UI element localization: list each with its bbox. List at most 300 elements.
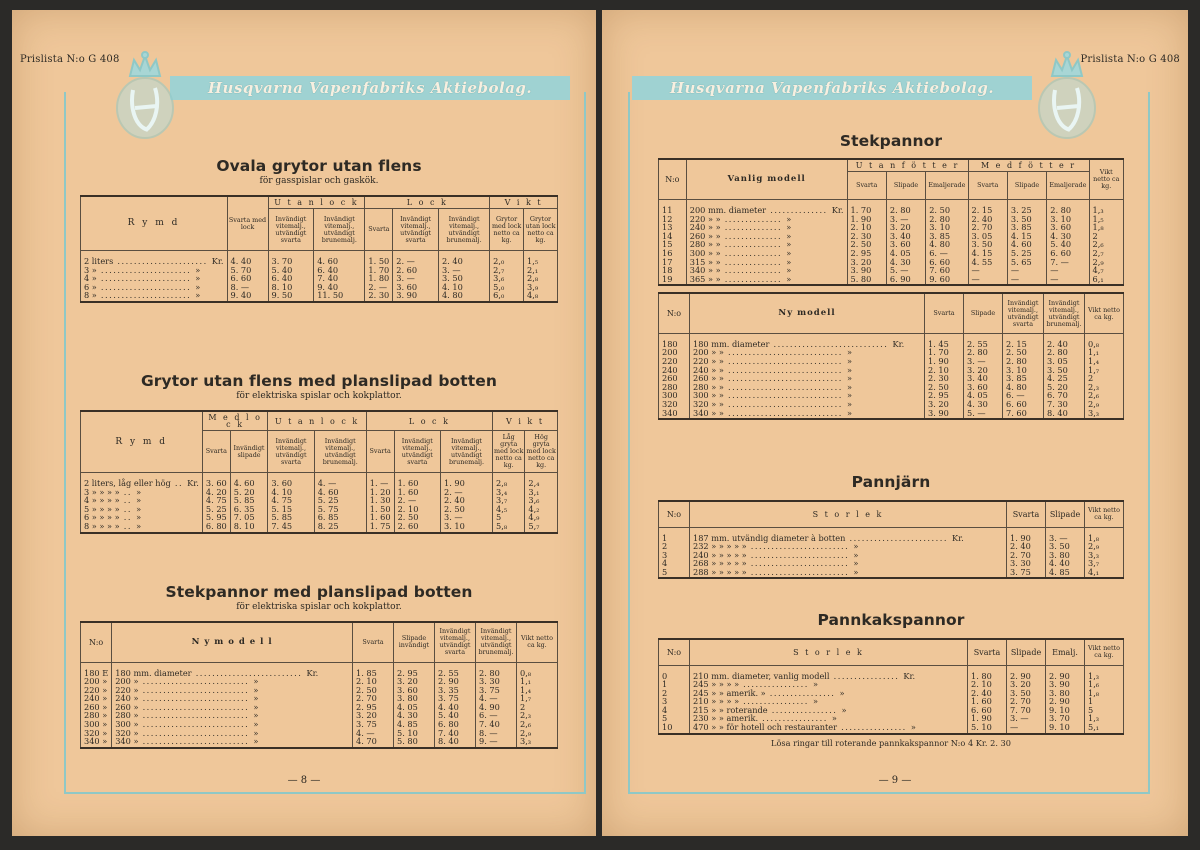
dot-leader: ................ bbox=[765, 687, 840, 698]
currency-mark: » bbox=[195, 273, 201, 284]
price-cell: 1. 90 bbox=[1007, 527, 1046, 542]
price-cell: 3. 20 bbox=[925, 400, 964, 409]
row-label-text: 365 » » bbox=[689, 273, 721, 284]
currency-mark: Kr. bbox=[187, 478, 199, 488]
price-cell: 1. 70 bbox=[847, 200, 886, 215]
row-number: 5 bbox=[659, 714, 690, 723]
row-label-text: 2 liters bbox=[84, 256, 114, 266]
price-cell: 9. 40 bbox=[227, 291, 268, 302]
price-cell: 2,₈ bbox=[524, 274, 558, 283]
row-number: 3 bbox=[659, 697, 690, 706]
col-header: Emaljerade bbox=[1047, 172, 1089, 200]
col-header: Invändigt vitemalj., utvändigt svarta bbox=[435, 622, 476, 662]
price-cell: 8. 40 bbox=[1044, 409, 1085, 420]
row-label-text: 340 » » bbox=[693, 407, 724, 418]
dot-leader: ........................ bbox=[845, 532, 953, 543]
price-cell: 4. 25 bbox=[1044, 374, 1085, 383]
row-label-text: 180 mm. diameter bbox=[115, 667, 192, 678]
price-cell: 2. 50 bbox=[1003, 348, 1044, 357]
price-cell: 3. 85 bbox=[1003, 374, 1044, 383]
table-row bbox=[81, 473, 558, 488]
price-cell: 3. 80 bbox=[1046, 689, 1085, 698]
price-cell: 4. 05 bbox=[964, 391, 1003, 400]
col-header: Låg gryta med lock netto ca kg. bbox=[493, 431, 525, 473]
doc-reference: Prislista N:o G 408 bbox=[20, 54, 120, 65]
table-row bbox=[659, 275, 1124, 286]
dot-leader: ...................... bbox=[96, 264, 196, 275]
currency-mark: » bbox=[846, 399, 852, 409]
row-number: 12 bbox=[659, 215, 687, 224]
currency-mark: » bbox=[786, 273, 792, 284]
currency-mark: » bbox=[136, 512, 142, 523]
currency-mark: Kr. bbox=[892, 338, 905, 349]
price-cell: — bbox=[1007, 723, 1046, 734]
price-cell: 2. 10 bbox=[353, 677, 394, 686]
row-label-text: 210 » » » » bbox=[693, 696, 740, 707]
right-page bbox=[602, 10, 1188, 836]
price-cell: 1,₃ bbox=[1085, 665, 1124, 680]
price-cell: 5. 10 bbox=[394, 729, 435, 738]
currency-mark: » bbox=[195, 264, 201, 275]
dot-leader: .............. bbox=[720, 273, 787, 284]
col-header: Svarta bbox=[366, 431, 394, 473]
col-no: N:o bbox=[659, 639, 690, 665]
row-label-text: 340 » bbox=[115, 736, 139, 747]
price-cell: 3. 75 bbox=[476, 686, 517, 695]
price-cell: 4. 30 bbox=[964, 400, 1003, 409]
price-cell: 1. 90 bbox=[968, 714, 1007, 723]
price-cell: 3,₆ bbox=[490, 274, 524, 283]
price-cell: 4,₁ bbox=[1085, 568, 1124, 579]
section-subtitle: för elektriska spislar och kokplattor. bbox=[236, 602, 402, 612]
price-cell: 6. 60 bbox=[968, 706, 1007, 715]
price-cell: 3. 10 bbox=[1003, 366, 1044, 375]
price-cell: 5,₇ bbox=[525, 522, 558, 533]
price-cell: 4. 40 bbox=[227, 251, 268, 266]
price-cell: 1,₅ bbox=[524, 251, 558, 266]
section-title: Pannkakspannor bbox=[817, 611, 965, 629]
col-no: N:o bbox=[659, 501, 690, 527]
price-cell: 3. 85 bbox=[926, 232, 968, 241]
row-label-text: 240 » » » » » bbox=[693, 549, 747, 560]
dot-leader: ................ bbox=[829, 670, 904, 681]
price-cell: 2,₉ bbox=[1085, 542, 1124, 551]
row-number: 11 bbox=[659, 200, 687, 215]
col-header: Vikt netto ca kg. bbox=[1085, 639, 1124, 665]
price-cell: 4. 05 bbox=[886, 249, 925, 258]
price-cell: 3. 60 bbox=[886, 240, 925, 249]
price-cell: 7. 40 bbox=[314, 274, 365, 283]
row-label-text: 280 » » bbox=[693, 381, 724, 392]
col-header: Hög gryta med lock netto ca kg. bbox=[525, 431, 558, 473]
price-cell: 5. 70 bbox=[227, 266, 268, 275]
price-cell: 2,₉ bbox=[1085, 400, 1124, 409]
price-cell: 2. — bbox=[393, 251, 439, 266]
row-label-text: 8 » » » » bbox=[84, 520, 120, 531]
price-cell: 4. 20 bbox=[202, 488, 230, 497]
currency-mark: » bbox=[853, 549, 859, 560]
dot-leader: .............. bbox=[766, 205, 832, 215]
currency-mark: » bbox=[253, 701, 259, 712]
price-cell: 3. 20 bbox=[847, 258, 886, 267]
row-label-text: 180 mm. diameter bbox=[693, 338, 770, 349]
dot-leader: .............. bbox=[720, 239, 787, 250]
planslipad-table bbox=[80, 410, 558, 534]
row-number: 180 E bbox=[81, 662, 112, 677]
currency-mark: » bbox=[786, 247, 792, 258]
row-label-text: 268 » » » » » bbox=[693, 558, 747, 569]
col-header: Invändigt vitemalj., utvändigt svarta bbox=[394, 431, 440, 473]
price-cell: — bbox=[1047, 275, 1089, 286]
price-cell: 3. 10 bbox=[1047, 215, 1089, 224]
col-header: Svarta bbox=[1007, 501, 1046, 527]
col-no: N:o bbox=[659, 293, 690, 333]
row-label-text: 320 » » bbox=[693, 399, 724, 409]
price-cell: 1. 70 bbox=[925, 348, 964, 357]
price-cell: 3. — bbox=[964, 357, 1003, 366]
table-row bbox=[81, 291, 558, 302]
dot-leader: .......................... bbox=[138, 676, 254, 687]
currency-mark: » bbox=[195, 281, 201, 292]
price-cell: 4. — bbox=[353, 729, 394, 738]
col-header: Vikt netto ca kg. bbox=[1085, 501, 1124, 527]
price-cell: 3. 50 bbox=[1007, 689, 1046, 698]
section-subtitle: för gasspislar och gaskök. bbox=[259, 176, 379, 186]
price-cell: 2,₆ bbox=[1089, 240, 1123, 249]
price-cell: 6. 60 bbox=[227, 274, 268, 283]
dot-leader: .......................... bbox=[191, 667, 307, 678]
price-cell: 4. 90 bbox=[476, 703, 517, 712]
col-header: Invändigt vitemalj., utvändigt svarta bbox=[268, 209, 314, 251]
price-cell: 2. 80 bbox=[926, 215, 968, 224]
price-cell: 5. 15 bbox=[268, 505, 314, 514]
currency-mark: » bbox=[136, 495, 142, 506]
dot-leader: ........................ bbox=[746, 541, 854, 552]
dot-leader: ........................ bbox=[746, 566, 854, 577]
row-label-text: 3 » » » » bbox=[84, 486, 120, 497]
price-cell: 2. 70 bbox=[1007, 697, 1046, 706]
dot-leader: .. bbox=[119, 495, 137, 506]
price-cell: 2. — bbox=[441, 488, 493, 497]
col-header: Svarta med lock bbox=[227, 196, 268, 251]
price-cell: 4. 10 bbox=[268, 488, 314, 497]
dot-leader: .. bbox=[119, 503, 137, 514]
col-header: Slipade bbox=[964, 293, 1003, 333]
price-cell: 3. 90 bbox=[1046, 680, 1085, 689]
price-cell: 1 bbox=[1085, 697, 1124, 706]
price-cell: 9. 10 bbox=[1046, 723, 1085, 734]
price-cell: 4. 80 bbox=[438, 291, 489, 302]
price-cell: 2,₃ bbox=[517, 711, 558, 720]
dot-leader: .......................... bbox=[138, 701, 254, 712]
row-number: 2 bbox=[659, 689, 690, 698]
price-cell: 3. — bbox=[1046, 527, 1085, 542]
price-cell: 2. 50 bbox=[847, 240, 886, 249]
price-cell: 1. 80 bbox=[968, 665, 1007, 680]
row-label-text: 5 » » » » bbox=[84, 503, 120, 514]
price-cell: 2. 70 bbox=[1007, 551, 1046, 560]
col-header: Svarta bbox=[365, 209, 393, 251]
price-cell: 2. 95 bbox=[353, 703, 394, 712]
price-cell: 4. 40 bbox=[435, 703, 476, 712]
price-cell: 5,₈ bbox=[493, 522, 525, 533]
price-cell: 2. 40 bbox=[441, 496, 493, 505]
dot-leader: .............. bbox=[720, 265, 787, 276]
row-label-text: 300 » » bbox=[693, 390, 724, 401]
row-label-text: 315 » » bbox=[689, 256, 721, 267]
dot-leader: ................ bbox=[767, 704, 842, 715]
col-header: Invändigt vitemalj., utvändigt brunemalj. bbox=[314, 209, 365, 251]
currency-mark: » bbox=[786, 239, 792, 250]
price-cell: 5. 85 bbox=[268, 513, 314, 522]
row-label-text: 260 » » bbox=[689, 230, 721, 241]
dot-leader: ...................... bbox=[96, 281, 196, 292]
price-cell: 1,₁ bbox=[517, 677, 558, 686]
price-cell: 2. 60 bbox=[393, 266, 439, 275]
col-header: Invändigt vitemalj., utvändigt svarta bbox=[1003, 293, 1044, 333]
price-cell: 4. 40 bbox=[1046, 559, 1085, 568]
col-header: Svarta bbox=[353, 622, 394, 662]
price-cell: 2. 90 bbox=[435, 677, 476, 686]
price-cell: 3. 25 bbox=[1007, 200, 1046, 215]
footnote: Lösa ringar till roterande pannkakspannor N:o 4 Kr. 2. 30 bbox=[771, 737, 1011, 748]
row-label-text: 210 mm. diameter, vanlig modell bbox=[693, 670, 830, 681]
row-number: 15 bbox=[659, 240, 687, 249]
planslipad-section bbox=[80, 372, 558, 534]
price-cell: 4. — bbox=[314, 473, 366, 488]
col-header: Slipade invändigt bbox=[394, 622, 435, 662]
col-no: N:o bbox=[81, 622, 112, 662]
col-storlek: S t o r l e k bbox=[690, 501, 1007, 527]
dot-leader: .............. bbox=[720, 256, 787, 267]
price-cell: 5. 20 bbox=[1044, 383, 1085, 392]
price-cell: 6. 60 bbox=[926, 258, 968, 267]
row-label-text: 230 » » amerik. bbox=[693, 713, 759, 724]
col-rymd: R y m d bbox=[81, 196, 228, 251]
company-banner: Husqvarna Vapenfabriks Aktiebolag. bbox=[170, 76, 570, 100]
currency-mark: » bbox=[831, 713, 837, 724]
price-cell: 1. 90 bbox=[441, 473, 493, 488]
table-row bbox=[659, 527, 1124, 542]
price-cell: 3. 20 bbox=[394, 677, 435, 686]
price-cell: 0,₈ bbox=[517, 662, 558, 677]
price-cell: 1,₈ bbox=[1085, 689, 1124, 698]
price-cell: 4. 10 bbox=[438, 283, 489, 292]
stekpannor-section bbox=[658, 132, 1124, 420]
dot-leader: ...................... bbox=[113, 256, 212, 266]
currency-mark: » bbox=[195, 290, 201, 301]
price-cell: 3. 75 bbox=[353, 720, 394, 729]
row-number: 10 bbox=[659, 723, 690, 734]
price-cell: — bbox=[968, 266, 1007, 275]
price-cell: 3. 50 bbox=[968, 240, 1007, 249]
price-cell: 7. 40 bbox=[476, 720, 517, 729]
dot-leader: ............................ bbox=[723, 373, 847, 384]
price-cell: 7. 40 bbox=[435, 729, 476, 738]
price-cell: 1,₅ bbox=[1089, 215, 1123, 224]
price-cell: 2. 80 bbox=[886, 200, 925, 215]
price-cell: 11. 50 bbox=[314, 291, 365, 302]
row-label-text: 320 » bbox=[115, 727, 139, 738]
price-cell: 2. 15 bbox=[968, 200, 1007, 215]
row-label-text: 6 » bbox=[84, 281, 97, 292]
row-number: 280 bbox=[659, 383, 690, 392]
dot-leader: ................ bbox=[758, 713, 832, 724]
price-cell: 6. — bbox=[1003, 391, 1044, 400]
currency-mark: » bbox=[812, 696, 818, 707]
page-number: — 8 — bbox=[287, 775, 321, 786]
currency-mark: » bbox=[853, 566, 859, 577]
row-label bbox=[81, 473, 203, 488]
price-cell: 4. 85 bbox=[1046, 568, 1085, 579]
row-label-text: 280 » » bbox=[689, 239, 721, 250]
price-cell: 6,₀ bbox=[490, 291, 524, 302]
price-cell: 3. 40 bbox=[964, 374, 1003, 383]
left-page bbox=[12, 10, 596, 836]
price-cell: 3. 40 bbox=[886, 232, 925, 241]
dot-leader: ............................ bbox=[723, 347, 847, 358]
price-cell: 3. 70 bbox=[268, 251, 314, 266]
price-cell: 1. — bbox=[366, 473, 394, 488]
currency-mark: » bbox=[253, 727, 259, 738]
row-number: 220 bbox=[659, 357, 690, 366]
col-header: Svarta bbox=[925, 293, 964, 333]
dot-leader: .. bbox=[119, 512, 137, 523]
doc-reference: Prislista N:o G 408 bbox=[1080, 54, 1180, 65]
price-cell: 3,₃ bbox=[517, 737, 558, 748]
row-number: 16 bbox=[659, 249, 687, 258]
dot-leader: ............................ bbox=[723, 390, 847, 401]
row-label-text: 288 » » » » » bbox=[693, 566, 747, 577]
group-vikt: V i k t bbox=[490, 196, 558, 209]
price-cell: 5,₁ bbox=[1085, 723, 1124, 734]
row-number: 1 bbox=[659, 527, 690, 542]
col-model: Vanlig modell bbox=[686, 159, 847, 200]
row-label-text: 280 » bbox=[115, 710, 139, 721]
price-cell: 7. 45 bbox=[268, 522, 314, 533]
row-label bbox=[690, 568, 1007, 579]
col-header: Svarta bbox=[968, 639, 1007, 665]
price-cell: 3. 60 bbox=[964, 383, 1003, 392]
dot-leader: ........................ bbox=[746, 558, 854, 569]
price-cell: 1,₈ bbox=[1089, 223, 1123, 232]
price-cell: 1,₄ bbox=[1085, 357, 1124, 366]
price-cell: 1. 90 bbox=[925, 357, 964, 366]
table-row bbox=[659, 333, 1124, 348]
price-cell: 1,₇ bbox=[1085, 366, 1124, 375]
table-row bbox=[659, 665, 1124, 680]
price-cell: 4. 60 bbox=[1007, 240, 1046, 249]
price-cell: 4. 15 bbox=[1007, 232, 1046, 241]
price-cell: 3. 60 bbox=[394, 686, 435, 695]
col-header: Invändigt vitemalj., utvändigt brunemalj. bbox=[476, 622, 517, 662]
currency-mark: » bbox=[253, 676, 259, 687]
price-cell: 6. 80 bbox=[435, 720, 476, 729]
pannkaks-section bbox=[658, 611, 1124, 748]
price-cell: 5 bbox=[1085, 706, 1124, 715]
row-label bbox=[112, 737, 353, 748]
dot-leader: .......................... bbox=[138, 684, 254, 695]
price-cell: 3. 70 bbox=[1046, 714, 1085, 723]
table-row bbox=[659, 723, 1124, 734]
price-cell: 7. 05 bbox=[230, 513, 268, 522]
page-number: — 9 — bbox=[878, 775, 912, 786]
price-cell: 6. 60 bbox=[1047, 249, 1089, 258]
price-cell: 3. 60 bbox=[268, 473, 314, 488]
row-label bbox=[81, 291, 228, 302]
price-cell: — bbox=[1007, 275, 1046, 286]
price-cell: 5. 10 bbox=[968, 723, 1007, 734]
currency-mark: » bbox=[839, 687, 845, 698]
price-cell: 3. 10 bbox=[926, 223, 968, 232]
price-cell: 2. 30 bbox=[925, 374, 964, 383]
group-med-fotter: M e d f ö t t e r bbox=[968, 159, 1089, 172]
group-med-lock: M e d l o c k bbox=[202, 411, 267, 431]
price-cell: 1,₃ bbox=[1089, 200, 1123, 215]
price-cell: 3. 75 bbox=[1007, 568, 1046, 579]
price-cell: 2. 90 bbox=[1046, 697, 1085, 706]
price-cell: 6. — bbox=[926, 249, 968, 258]
currency-mark: Kr. bbox=[952, 532, 964, 543]
dot-leader: ................ bbox=[739, 679, 813, 690]
price-cell: 2. — bbox=[394, 496, 440, 505]
price-cell: 3. 50 bbox=[1046, 542, 1085, 551]
row-label-text: 3 » bbox=[84, 264, 97, 275]
row-label-text: 6 » » » » bbox=[84, 512, 120, 523]
price-cell: 3. 30 bbox=[1007, 559, 1046, 568]
price-cell: 4,₇ bbox=[1089, 266, 1123, 275]
row-label bbox=[686, 275, 847, 286]
price-cell: 6. 60 bbox=[1003, 400, 1044, 409]
row-label-text: 200 » » bbox=[693, 347, 724, 358]
price-cell: 6. — bbox=[476, 711, 517, 720]
row-label bbox=[690, 333, 925, 348]
price-cell: 2,₆ bbox=[517, 720, 558, 729]
currency-mark: » bbox=[846, 347, 852, 358]
price-cell: 2. 70 bbox=[968, 223, 1007, 232]
col-no: N:o bbox=[659, 159, 687, 200]
currency-mark: » bbox=[846, 390, 852, 401]
row-label-text: 8 » bbox=[84, 290, 97, 301]
row-label-text: 240 » » bbox=[689, 222, 721, 233]
dot-leader: .............. bbox=[720, 247, 787, 258]
row-label-text: 220 » bbox=[115, 684, 139, 695]
col-model: N y m o d e l l bbox=[112, 622, 353, 662]
row-label-text: 200 mm. diameter bbox=[689, 205, 767, 215]
price-cell: 2. 95 bbox=[394, 662, 435, 677]
col-header: Vikt netto ca kg. bbox=[517, 622, 558, 662]
price-cell: 3. 80 bbox=[1046, 551, 1085, 560]
row-number: 180 bbox=[659, 333, 690, 348]
price-cell: 3. 60 bbox=[1047, 223, 1089, 232]
col-storlek: S t o r l e k bbox=[690, 639, 968, 665]
price-cell: 3,₄ bbox=[493, 488, 525, 497]
price-cell: — bbox=[1047, 266, 1089, 275]
dot-leader: ............................ bbox=[723, 364, 847, 375]
price-cell: 1. 45 bbox=[925, 333, 964, 348]
pannjarn-table bbox=[658, 500, 1124, 579]
row-label-text: 220 » » bbox=[689, 213, 721, 224]
price-cell: 7. 60 bbox=[1003, 409, 1044, 420]
group-lock: L o c k bbox=[366, 411, 492, 431]
section-title: Grytor utan flens med planslipad botten bbox=[140, 372, 498, 390]
price-cell: 8. — bbox=[476, 729, 517, 738]
price-cell: 5. 80 bbox=[847, 275, 886, 286]
dot-leader: .. bbox=[119, 520, 137, 531]
col-header: Grytor med lock netto ca kg. bbox=[490, 209, 524, 251]
dot-leader: .......................... bbox=[138, 736, 254, 747]
price-cell: 7. 70 bbox=[1007, 706, 1046, 715]
